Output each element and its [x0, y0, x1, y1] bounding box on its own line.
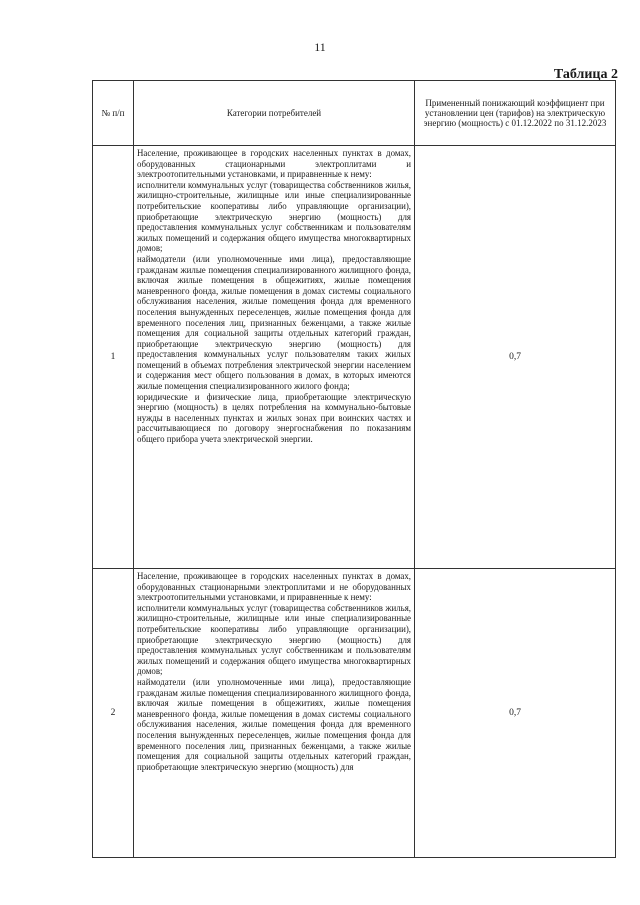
- category-cell: [134, 146, 415, 569]
- row-number: 1: [93, 146, 134, 569]
- header-number: № п/п: [93, 81, 134, 146]
- category-cell: [134, 569, 415, 858]
- page-number: 11: [314, 40, 326, 54]
- category-paragraph: Население, проживающее в городских населенных пунктах в домах, оборудованных стационарными электроплитами и не оборудованных электроотопительными установками, и приравненные к нему:: [137, 571, 411, 603]
- coefficient-value: 0,7: [415, 569, 616, 858]
- category-paragraph: юридические и физические лица, приобретающие электрическую энергию (мощность) в целях потребления на коммунально-бытовые нужды в населенных пунктах и жилых зонах при воинских частях и рассчитывающиеся по договору энергоснабжения по показаниям общего прибора учета электрической энергии.: [137, 391, 411, 445]
- coefficient-value: 0,7: [415, 146, 616, 569]
- category-paragraph: наймодатели (или уполномоченные ими лица), предоставляющие гражданам жилые помещения специализированного жилищного фонда, включая жилые помещения в общежитиях, жилые помещения маневренного фонда, жилые помещения в домах системы социального обслуживания населения, жилые помещения фонда для временного поселения вынужденных переселенцев, жилые помещения фонда для временного поселения лиц, признанных беженцами, а также жилые помещения для социальной защиты отдельных категорий граждан, приобретающие электрическую энергию (мощность) для: [137, 676, 411, 772]
- table-header-row: [93, 81, 616, 146]
- row-number: 2: [93, 569, 134, 858]
- category-paragraph: исполнители коммунальных услуг (товарищества собственников жилья, жилищно-строительные, жилищные или иные специализированные потребительские кооперативы либо управляющие организации), приобретающие электрическую энергию (мощность) для предоставления коммунальных услуг собственникам и пользователям жилых помещений и содержания общего имущества многоквартирных домов;: [137, 602, 411, 677]
- category-paragraph: Население, проживающее в городских населенных пунктах в домах, оборудованных стационарными электроплитами и электроотопительными установками, и приравненные к нему:: [137, 148, 411, 180]
- header-coefficient: Примененный понижающий коэффициент при установлении цен (тарифов) на электрическую энергию (мощность) с 01.12.2022 по 31.12.2023: [415, 81, 616, 146]
- tariff-coefficient-table: [92, 80, 616, 858]
- category-paragraph: наймодатели (или уполномоченные ими лица), предоставляющие гражданам жилые помещения специализированного жилищного фонда, включая жилые помещения в общежитиях, жилые помещения маневренного фонда, жилые помещения в домах системы социального обслуживания населения, жилые помещения фонда для временного поселения вынужденных переселенцев, жилые помещения фонда для временного поселения лиц, признанных беженцами, а также жилые помещения для социальной защиты отдельных категорий граждан, приобретающие электрическую энергию (мощность) для предоставления коммунальных услуг пользователям таких жилых помещений в объемах потребления электрической энергии населением и содержания мест общего пользования в домах, в которых имеются жилые помещения специализированного жилого фонда;: [137, 253, 411, 392]
- category-paragraph: исполнители коммунальных услуг (товарищества собственников жилья, жилищно-строительные, жилищные или иные специализированные потребительские кооперативы либо управляющие организации), приобретающие электрическую энергию (мощность) для предоставления коммунальных услуг собственникам и пользователям жилых помещений и содержания общего имущества многоквартирных домов;: [137, 179, 411, 254]
- header-category: Категории потребителей: [134, 81, 415, 146]
- table-row: [93, 146, 616, 569]
- table-row: [93, 569, 616, 858]
- table-title: Таблица 2: [553, 67, 618, 82]
